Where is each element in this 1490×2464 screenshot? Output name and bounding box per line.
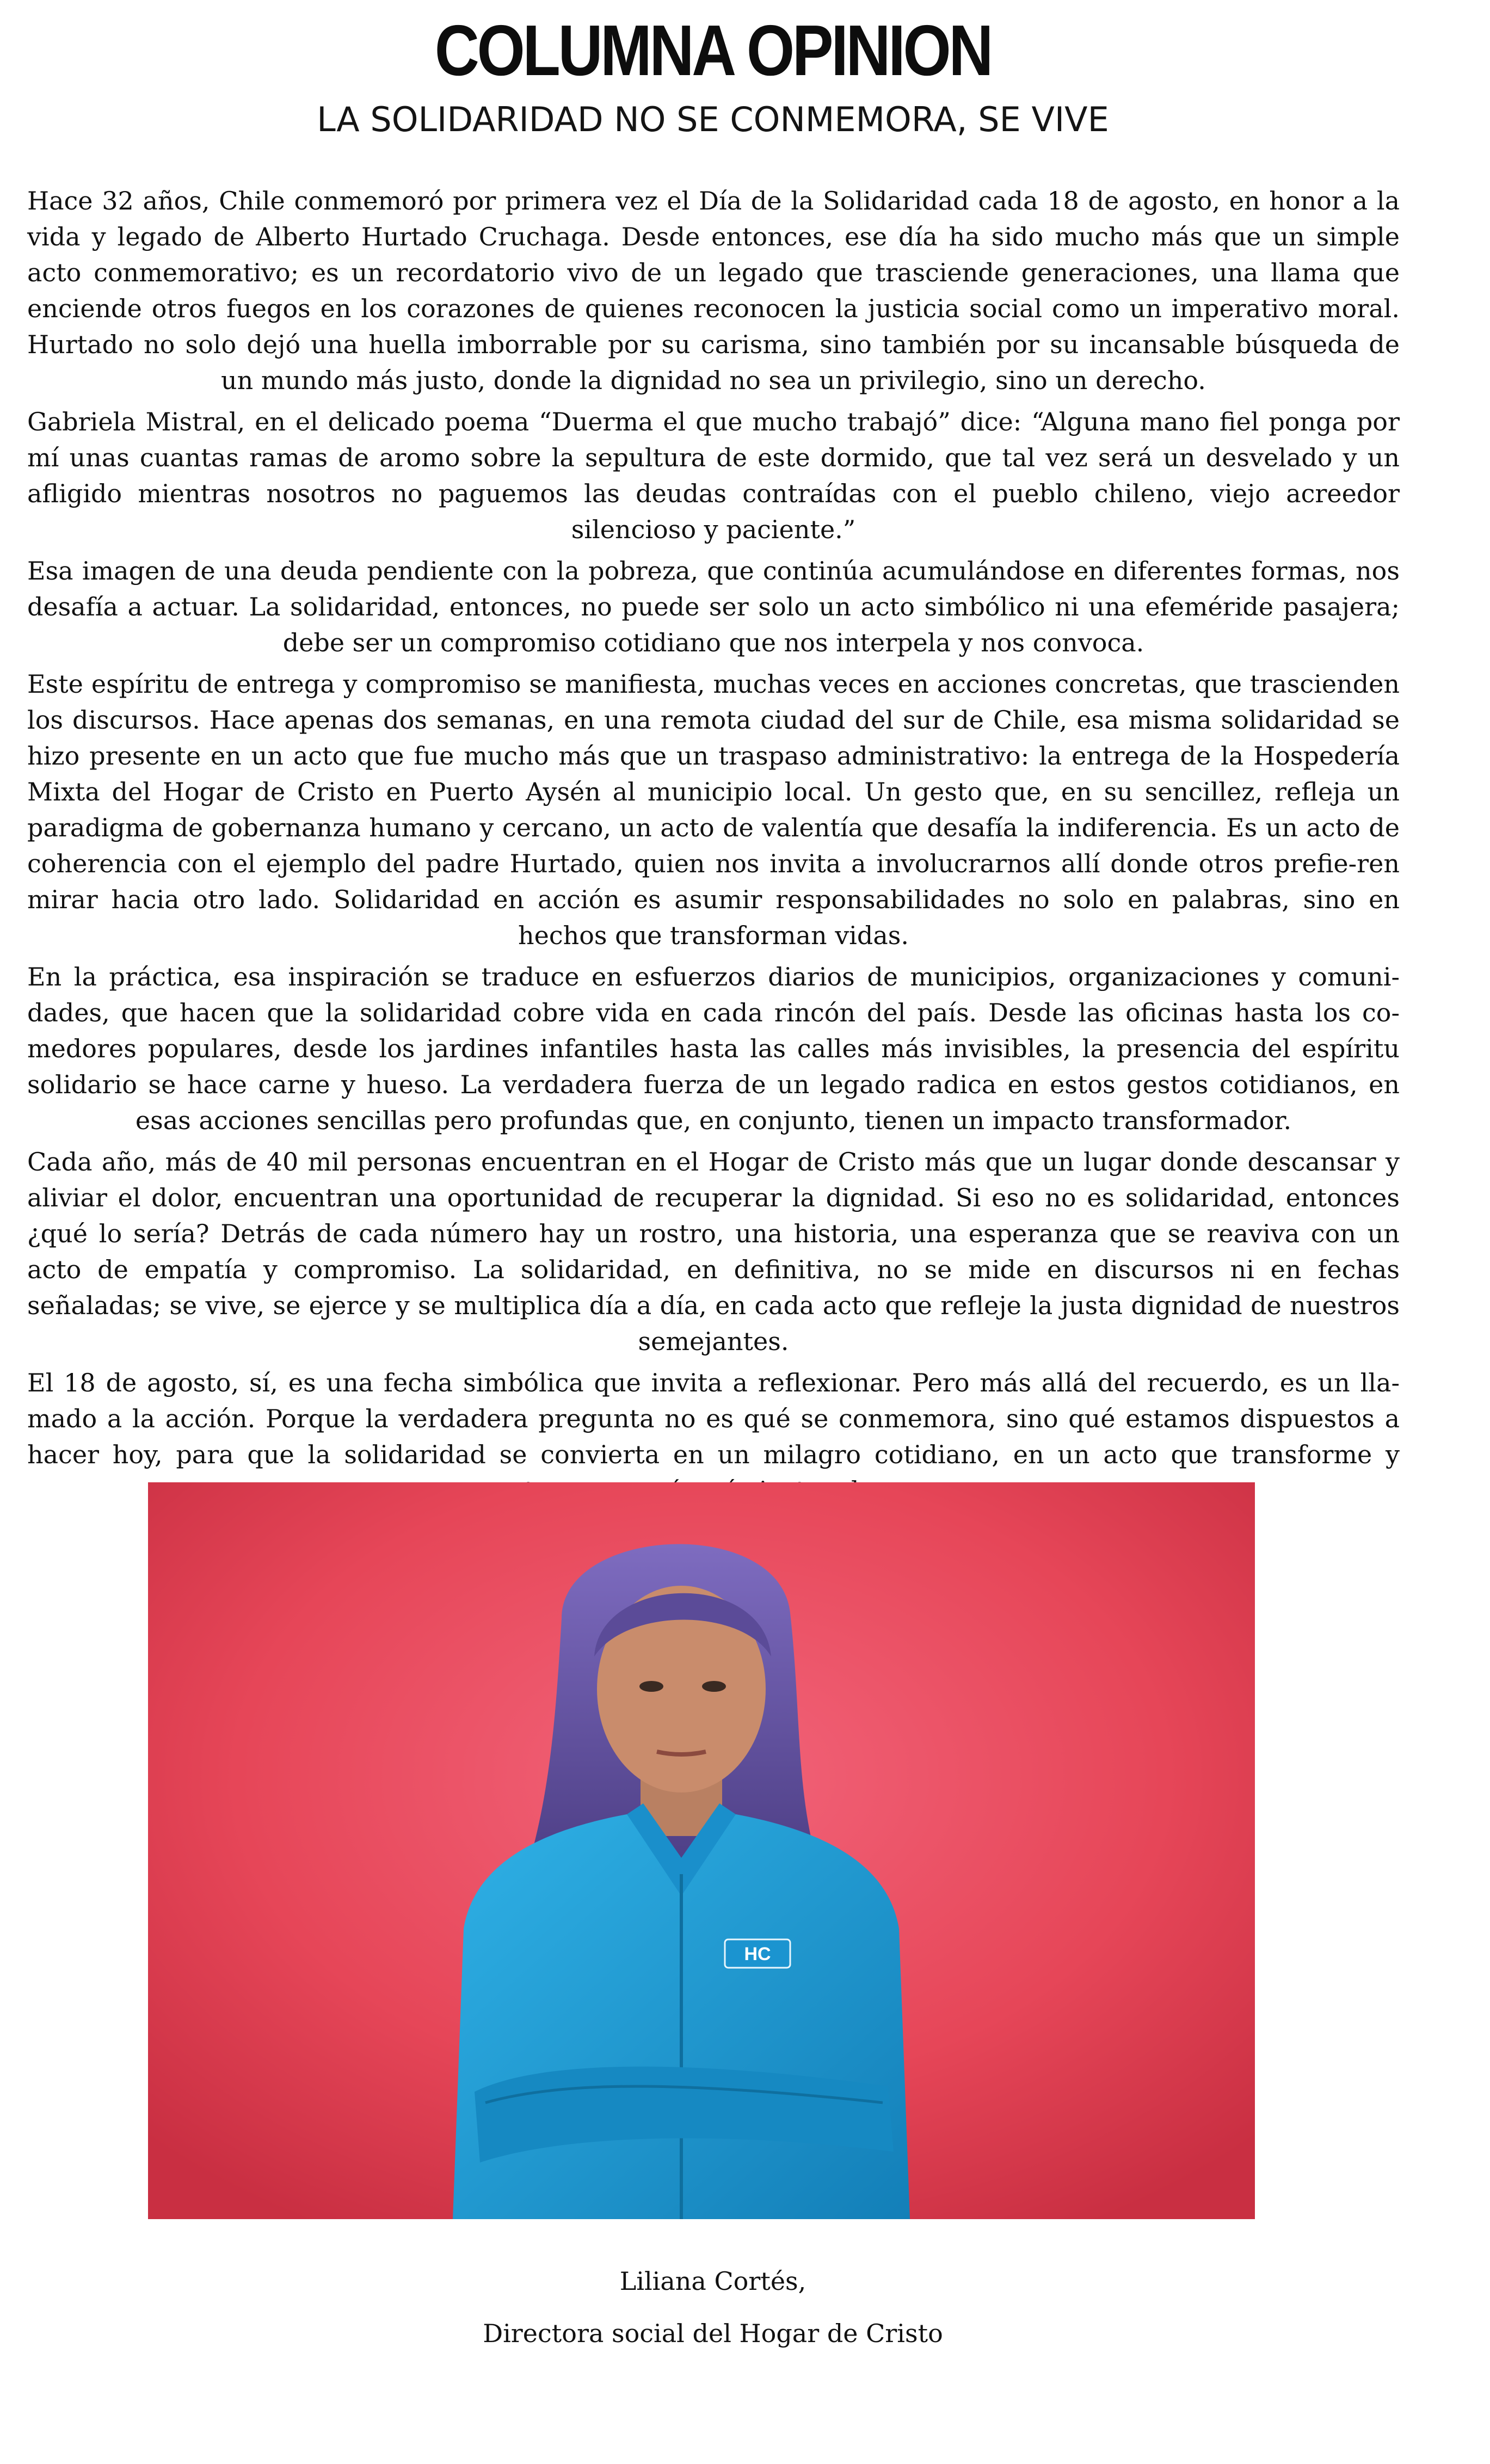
author-role: Directora social del Hogar de Cristo (483, 2319, 943, 2348)
author-name: Liliana Cortés, (619, 2266, 806, 2296)
paragraph-3: Esa imagen de una deuda pendiente con la pobreza, que continúa acumulándose en diferentes formas, nos desafía a actuar. La solidaridad, entonces, no puede ser solo un acto simbólico ni una efeméride pasajera; debe ser un compromiso cotidiano que nos interpela y nos convoca. (27, 556, 1400, 657)
signature (0, 2255, 1426, 2360)
right-eye (702, 1681, 726, 1692)
article-body (27, 183, 1400, 1514)
paragraph-6: Cada año, más de 40 mil personas encuentran en el Hogar de Cristo más que un lugar donde descansar y aliviar el dolor, encuentran una oportunidad de recuperar la dignidad. Si eso no es solidaridad, entonces ¿qué lo sería? Detrás de cada número hay un rostro, una historia, una esperanza que se reaviva con un acto de empatía y compromiso. La solidaridad, en definitiva, no se mide en discursos ni en fechas señaladas; se vive, se ejerce y se multiplica día a día, en cada acto que refleje la justa dignidad de nuestros semejantes. (27, 1147, 1400, 1356)
jacket-logo-text: HC (744, 1944, 771, 1964)
left-eye (639, 1681, 663, 1692)
portrait-illustration (148, 1482, 1255, 2219)
paragraph-1: Hace 32 años, Chile conmemoró por primera vez el Día de la Solidaridad cada 18 de agosto, en honor a la vida y legado de Alberto Hurtado Cruchaga. Desde entonces, ese día ha sido mucho más que un simple acto conmemorativo; es un recordatorio vivo de un legado que trasciende generaciones, una llama que enciende otros fuegos en los corazones de quienes reconocen la justicia social como un imperativo moral. Hurtado no solo dejó una huella imborrable por su carisma, sino también por su incansable búsqueda de un mundo más justo, donde la dignidad no sea un privilegio, sino un derecho. (27, 186, 1400, 395)
column-title: COLUMNA OPINION (434, 10, 992, 90)
paragraph-4: Este espíritu de entrega y compromiso se manifiesta, muchas veces en acciones concretas, que trascienden los discursos. Hace apenas dos semanas, en una remota ciudad del sur de Chile, esa misma solidaridad se hizo presente en un acto que fue mucho más que un traspaso administrativo: la entrega de la Hospedería Mixta del Hogar de Cristo en Puerto Aysén al municipio local. Un gesto que, en su sencillez, refleja un paradigma de gobernanza humano y cercano, un acto de valentía que desafía la indiferencia. Es un acto de coherencia con el ejemplo del padre Hurtado, quien nos invita a involucrarnos allí donde otros prefie-ren mirar hacia otro lado. Solidaridad en acción es asumir responsabilidades no solo en palabras, sino en hechos que transforman vidas. (27, 669, 1400, 950)
article-headline: LA SOLIDARIDAD NO SE CONMEMORA, SE VIVE (317, 100, 1109, 139)
jacket-logo (725, 1939, 790, 1968)
paragraph-7: El 18 de agosto, sí, es una fecha simbólica que invita a reflexionar. Pero más allá del recuerdo, es un lla-mado a la acción. Porque la verdadera pregunta no es qué se conmemora, sino qué estamos dispuestos a hacer hoy, para que la solidaridad se convierta en un milagro cotidiano, en un acto que transforme y (27, 1368, 1400, 1469)
paragraph-5: En la práctica, esa inspiración se traduce en esfuerzos diarios de municipios, organizaciones y comuni-dades, que hacen que la solidaridad cobre vida en cada rincón del país. Desde las oficinas hasta los co-medores populares, desde los jardines infantiles hasta las calles más invisibles, la presencia del espíritu solidario se hace carne y hueso. La verdadera fuerza de un legado radica en estos gestos cotidianos, en esas acciones sencillas pero profundas que, en conjunto, tienen un impacto transformador. (27, 962, 1400, 1135)
paragraph-2: Gabriela Mistral, en el delicado poema “Duerma el que mucho trabajó” dice: “Alguna mano fiel ponga por mí unas cuantas ramas de aromo sobre la sepultura de este dormido, que tal vez será un desvelado y un afligido mientras nosotros no paguemos las deudas contraídas con el pueblo chileno, viejo acreedor silencioso y paciente.” (27, 407, 1400, 544)
author-photo (148, 1482, 1255, 2219)
